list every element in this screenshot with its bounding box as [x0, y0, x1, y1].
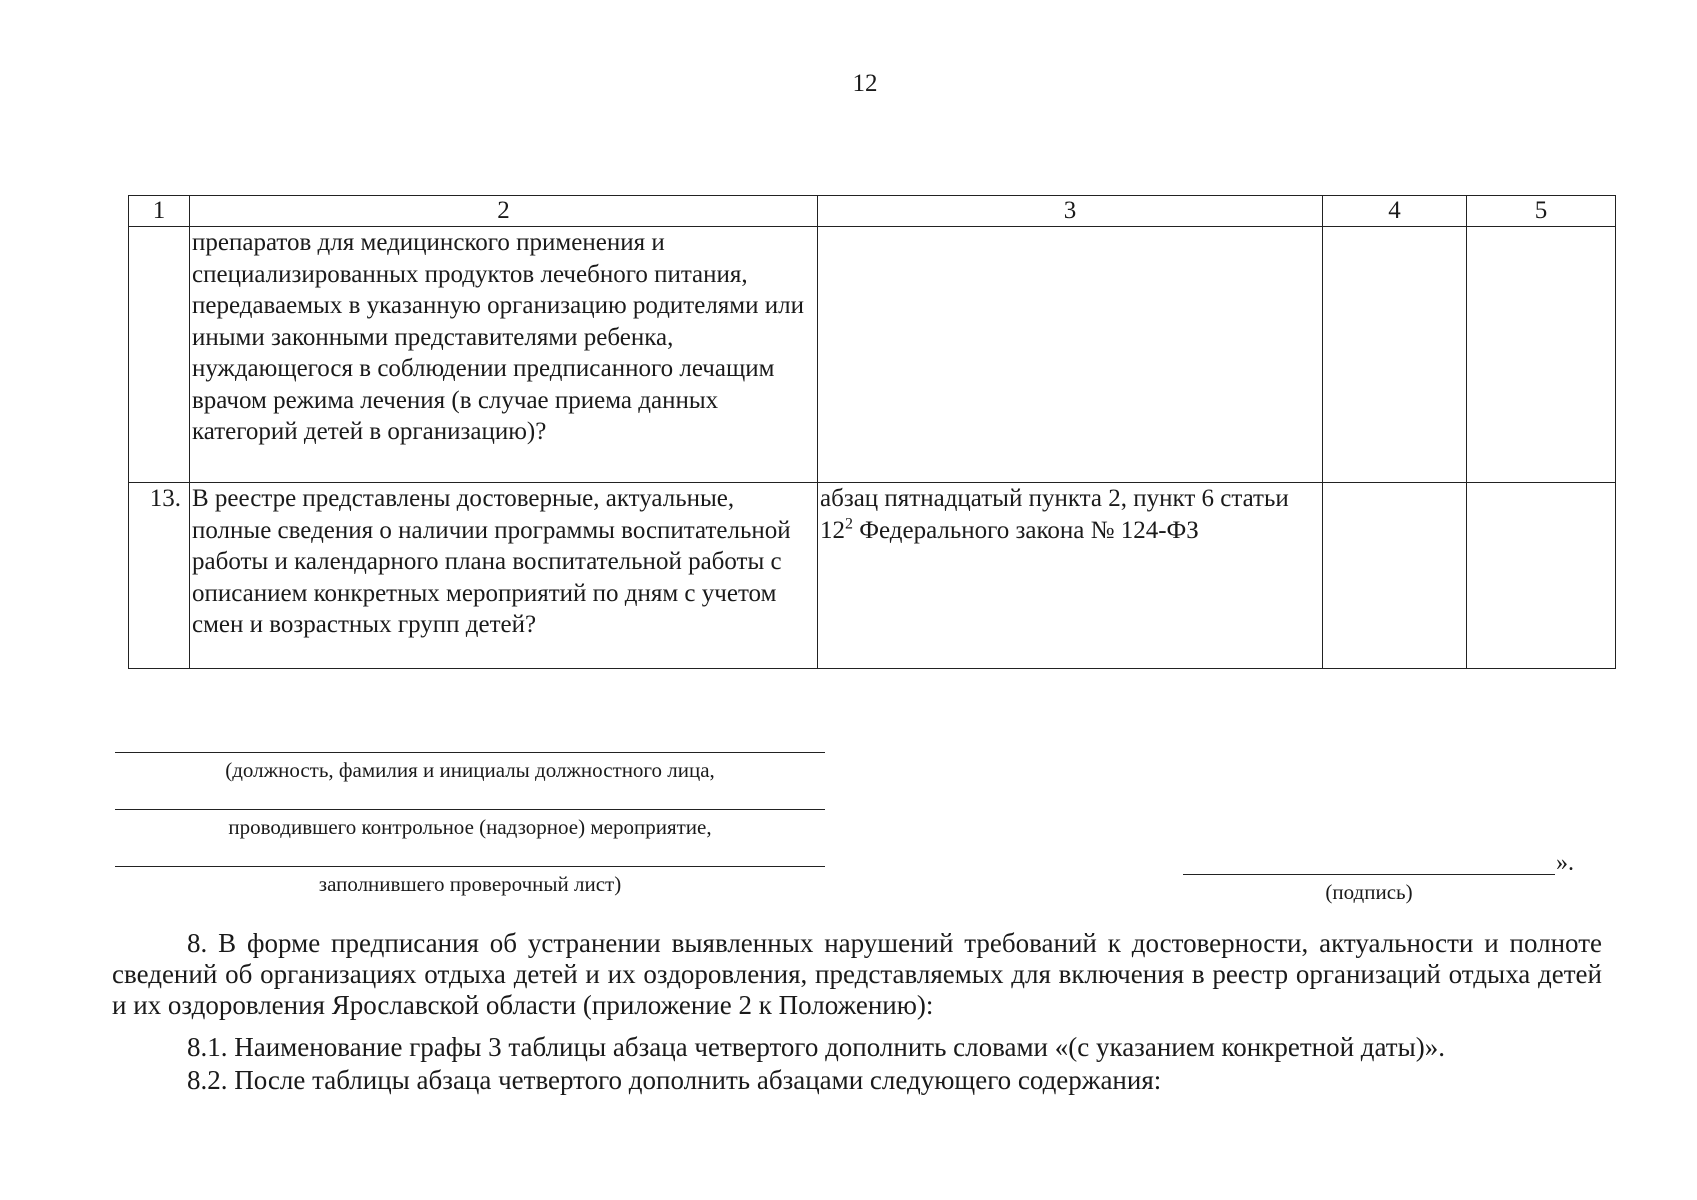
- row-reference: [818, 227, 1323, 483]
- reference-tail: Федерального закона № 124-ФЗ: [853, 516, 1199, 544]
- sign-caption: (подпись): [1325, 880, 1413, 904]
- header-col-3: 3: [818, 196, 1323, 227]
- row-col-5: [1467, 483, 1616, 669]
- row-col-5: [1467, 227, 1616, 483]
- signature-line-2: [115, 809, 825, 810]
- table-row: [129, 483, 1616, 669]
- row-number: [129, 227, 190, 483]
- row-question: препаратов для медицинского применения и специализированных продуктов лечебного питания, передаваемых в указанную организацию родителями или иными законными представителями ребенка, нуждающегося в соблюдении предписанного лечащим врачом режима лечения (в случае приема данных категорий детей в организацию)?: [190, 227, 818, 483]
- checklist-table: [128, 195, 1616, 669]
- paragraph-8-2: 8.2. После таблицы абзаца четвертого дополнить абзацами следующего содержания:: [187, 1065, 1162, 1095]
- signature-line-1: [115, 752, 825, 753]
- row-col-4: [1323, 483, 1467, 669]
- row-reference: [818, 483, 1323, 669]
- signature-caption-3: заполнившего проверочный лист): [318, 872, 622, 896]
- row-question: В реестре представлены достоверные, актуальные, полные сведения о наличии программы воспитательной работы и календарного плана воспитательной работы с описанием конкретных мероприятий по дням с учетом смен и возрастных групп детей?: [190, 483, 818, 669]
- signature-caption-1: (должность, фамилия и инициалы должностного лица,: [225, 758, 715, 782]
- closing-quote: ».: [1556, 850, 1574, 876]
- reference-main: абзац пятнадцатый пункта 2, пункт 6 статьи 12: [820, 485, 1289, 544]
- row-number: 13.: [129, 483, 190, 669]
- table-header-row: [129, 196, 1616, 227]
- header-col-5: 5: [1467, 196, 1616, 227]
- page-number: 12: [852, 70, 878, 97]
- row-col-4: [1323, 227, 1467, 483]
- signature-caption-2: проводившего контрольное (надзорное) мероприятие,: [228, 815, 712, 839]
- header-col-2: 2: [190, 196, 818, 227]
- signature-line-3: [115, 866, 825, 867]
- paragraph-8-1: 8.1. Наименование графы 3 таблицы абзаца четвертого дополнить словами «(с указанием конкретной даты)».: [187, 1032, 1445, 1062]
- sign-line: [1183, 874, 1555, 875]
- header-col-4: 4: [1323, 196, 1467, 227]
- paragraph-8: 8. В форме предписания об устранении выявленных нарушений требований к достоверности, актуальности и полноте сведений об организациях отдыха детей и их оздоровления, представляемых для включения в реестр организаций отдыха детей и их оздоровления Ярославской области (приложение 2 к Положению):: [112, 928, 1602, 1020]
- reference-superscript: 2: [845, 515, 853, 533]
- header-col-1: 1: [129, 196, 190, 227]
- table-row: [129, 227, 1616, 483]
